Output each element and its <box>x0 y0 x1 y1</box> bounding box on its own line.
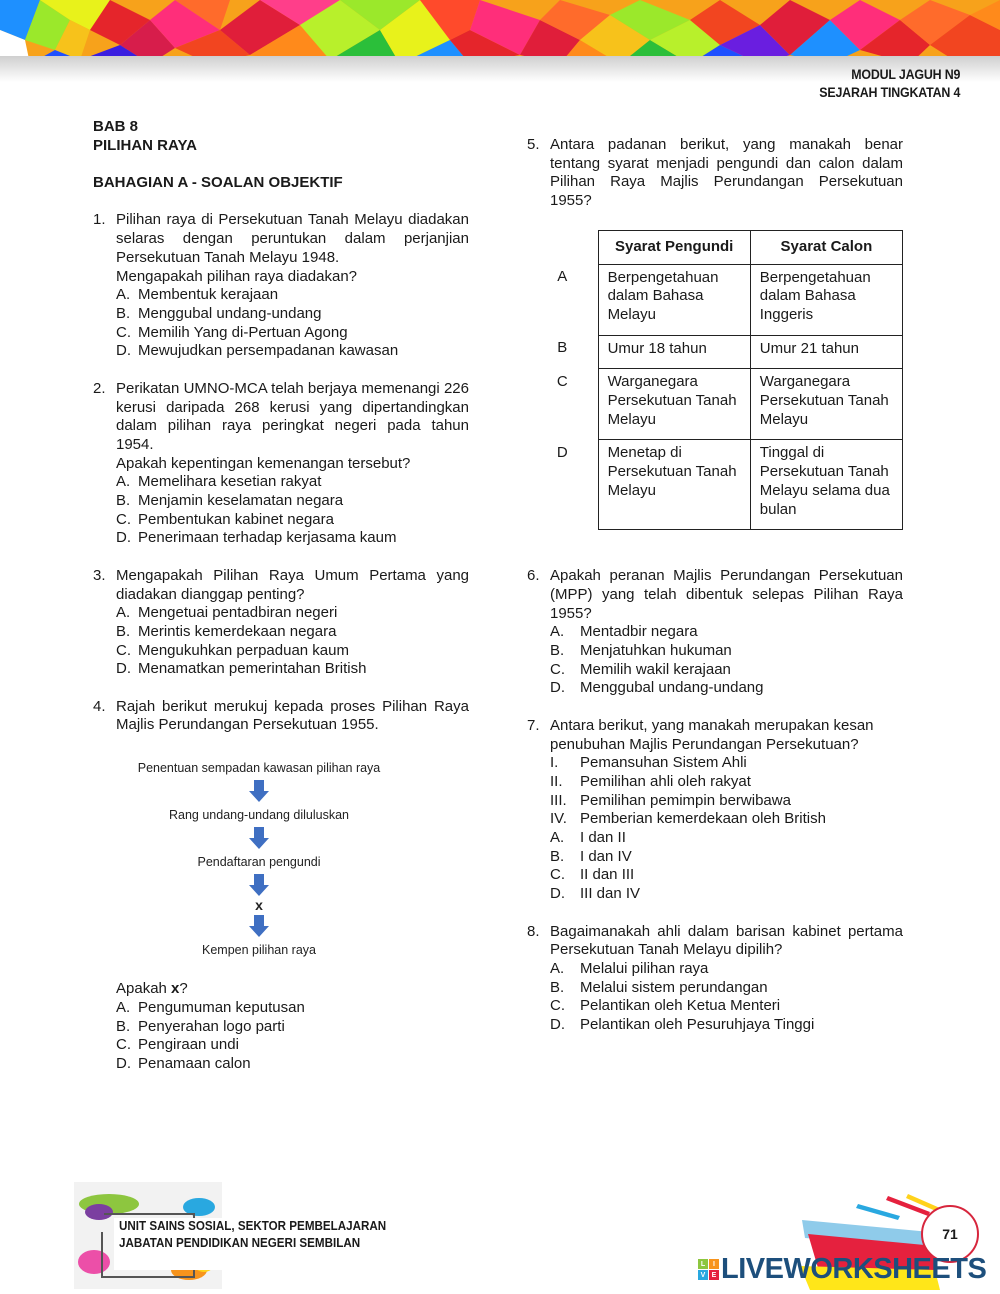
flow-step-4: Kempen pilihan raya <box>202 943 316 958</box>
option-a[interactable]: A. Melalui pilihan raya <box>550 959 709 977</box>
option-c[interactable]: C. Memilih wakil kerajaan <box>550 660 731 678</box>
decorative-banner <box>0 0 1000 64</box>
question-number: 5. <box>527 136 540 153</box>
question-stem: Bagaimanakah ahli dalam barisan kabinet pertama Persekutuan Tanah Melayu dipilih? <box>550 922 903 959</box>
table-row[interactable] <box>527 369 903 440</box>
question-stem: Perikatan UMNO-MCA telah berjaya memenangi 226 kerusi daripada 268 kerusi yang dipertandingkan dalam pilihan raya peringkat negeri pada tahun 1954. <box>116 379 469 453</box>
option-b[interactable]: B. I dan IV <box>550 847 632 865</box>
option-b[interactable]: B. Menjamin keselamatan negara <box>116 492 344 510</box>
unit-line-2: JABATAN PENDIDIKAN NEGERI SEMBILAN <box>119 1236 361 1250</box>
question-8 <box>527 923 903 1035</box>
polygon-banner-icon <box>0 0 1000 64</box>
option-b[interactable]: B. Merintis kemerdekaan negara <box>116 622 337 640</box>
question-number: 6. <box>527 567 540 585</box>
option-d[interactable]: D. Pelantikan oleh Pesuruhjaya Tinggi <box>550 1016 815 1034</box>
question-number: 3. <box>93 566 106 584</box>
option-c[interactable]: C. Pelantikan oleh Ketua Menteri <box>550 997 781 1015</box>
process-flow-diagram <box>94 761 424 958</box>
option-d[interactable]: D. Penerimaan terhadap kerjasama kaum <box>116 529 397 547</box>
table-header-row <box>527 230 903 264</box>
unit-line-1: UNIT SAINS SOSIAL, SEKTOR PEMBELAJARAN <box>119 1219 387 1233</box>
module-header <box>819 66 960 102</box>
option-c[interactable]: C. II dan III <box>550 866 635 884</box>
question-1 <box>93 211 469 361</box>
question-stem: Mengapakah Pilihan Raya Umum Pertama yang diadakan dianggap penting? <box>116 566 469 603</box>
column-header-pengundi: Syarat Pengundi <box>598 230 750 264</box>
arrow-down-icon <box>249 915 269 937</box>
cell-calon: Umur 21 tahun <box>750 335 902 369</box>
section-title: BAHAGIAN A - SOALAN OBJEKTIF <box>93 174 343 192</box>
option-b[interactable]: B. Menjatuhkan hukuman <box>550 642 732 660</box>
row-label: D <box>556 443 568 461</box>
option-d[interactable]: D. Menamatkan pemerintahan British <box>116 660 367 678</box>
arrow-down-icon <box>249 780 269 802</box>
question-number: 1. <box>93 211 106 229</box>
question-stem: Antara padanan berikut, yang manakah benar tentang syarat menjadi pengundi dan calon dalam Pilihan Raya Majlis Perundangan Persekutuan 1955? <box>550 136 903 210</box>
question-3 <box>93 567 469 679</box>
cell-pengundi: Berpengetahuan dalam Bahasa Melayu <box>598 264 750 335</box>
option-c[interactable]: C. Pengiraan undi <box>116 1036 239 1054</box>
option-d[interactable]: D. III dan IV <box>550 885 641 903</box>
option-b[interactable]: B. Penyerahan logo parti <box>116 1017 285 1035</box>
right-column <box>527 136 903 1035</box>
question-stem: Rajah berikut merukuj kepada proses Pilihan Raya Majlis Perundangan Persekutuan 1955. <box>116 697 469 734</box>
unit-name <box>119 1218 386 1252</box>
cell-calon: Warganegara Persekutuan Tanah Melayu <box>750 369 902 440</box>
statement-ii: II. Pemilihan ahli oleh rakyat <box>550 772 751 790</box>
cell-pengundi: Umur 18 tahun <box>598 335 750 369</box>
question-number: 8. <box>527 922 540 940</box>
option-a[interactable]: A. Mengetuai pentadbiran negeri <box>116 604 338 622</box>
question-prompt: Mengapakah pilihan raya diadakan? <box>116 267 358 285</box>
question-number: 4. <box>93 697 106 715</box>
flow-step-1: Penentuan sempadan kawasan pilihan raya <box>137 761 381 776</box>
question-stem: Antara berikut, yang manakah merupakan kesan penubuhan Majlis Perundangan Persekutuan? <box>550 716 874 753</box>
question-prompt: Apakah x? <box>116 980 188 998</box>
question-number: 2. <box>93 379 106 397</box>
option-c[interactable]: C. Mengukuhkan perpaduan kaum <box>116 641 349 659</box>
option-d[interactable]: D. Menggubal undang-undang <box>550 679 764 697</box>
question-prompt: Apakah kepentingan kemenangan tersebut? <box>116 454 411 472</box>
option-d[interactable]: D. Penamaan calon <box>116 1054 251 1072</box>
syarat-table <box>527 230 903 530</box>
arrow-down-icon <box>249 827 269 849</box>
column-header-calon: Syarat Calon <box>750 230 902 264</box>
live-icon: L I V E <box>698 1259 719 1280</box>
question-2 <box>93 380 469 548</box>
flow-step-3: Pendaftaran pengundi <box>197 855 321 870</box>
option-c[interactable]: C. Pembentukan kabinet negara <box>116 510 334 528</box>
statement-i: I. Pemansuhan Sistem Ahli <box>550 754 747 772</box>
option-c[interactable]: C. Memilih Yang di-Pertuan Agong <box>116 323 348 341</box>
question-stem: Pilihan raya di Persekutuan Tanah Melayu diadakan selaras dengan peruntukan dalam perjanjian Persekutuan Tanah Melayu 1948. <box>116 211 469 266</box>
cell-pengundi: Warganegara Persekutuan Tanah Melayu <box>598 369 750 440</box>
chapter-title: PILIHAN RAYA <box>93 136 197 154</box>
cell-pengundi: Menetap di Persekutuan Tanah Melayu <box>598 440 750 530</box>
row-label: C <box>556 372 568 390</box>
option-a[interactable]: A. I dan II <box>550 829 626 847</box>
module-title: MODUL JAGUH N9 <box>851 67 960 82</box>
page-number: 71 <box>921 1205 979 1263</box>
arrow-down-icon <box>249 874 269 896</box>
question-5 <box>527 136 903 530</box>
statement-iii: III. Pemilihan pemimpin berwibawa <box>550 791 791 809</box>
question-7 <box>527 717 903 904</box>
question-4 <box>93 698 469 1074</box>
flow-step-2: Rang undang-undang diluluskan <box>168 808 349 823</box>
question-6 <box>527 567 903 698</box>
option-a[interactable]: A. Mentadbir negara <box>550 623 698 641</box>
statement-iv: IV. Pemberian kemerdekaan oleh British <box>550 810 826 828</box>
table-row[interactable] <box>527 335 903 369</box>
cell-calon: Tinggal di Persekutuan Tanah Melayu selama dua bulan <box>750 440 902 530</box>
row-label: B <box>557 339 568 357</box>
chapter-number: BAB 8 <box>93 118 139 135</box>
liveworksheets-logo[interactable] <box>698 1253 986 1286</box>
flow-step-x: x <box>255 897 263 914</box>
option-b[interactable]: B. Melalui sistem perundangan <box>550 978 768 996</box>
left-column <box>93 118 469 1074</box>
table-row[interactable] <box>527 440 903 530</box>
option-a[interactable]: A. Pengumuman keputusan <box>116 998 305 1016</box>
question-stem: Apakah peranan Majlis Perundangan Persekutuan (MPP) yang telah dibentuk selepas Pilihan Raya 1955? <box>550 567 903 622</box>
option-a[interactable]: A. Membentuk kerajaan <box>116 286 279 304</box>
option-d[interactable]: D. Mewujudkan persempadanan kawasan <box>116 342 399 360</box>
brand-text: LIVEWORKSHEETS <box>721 1253 987 1285</box>
option-b[interactable]: B. Menggubal undang-undang <box>116 305 322 322</box>
option-a[interactable]: A. Memelihara kesetian rakyat <box>116 473 322 491</box>
cell-calon: Berpengetahuan dalam Bahasa Inggeris <box>750 264 902 335</box>
module-subtitle: SEJARAH TINGKATAN 4 <box>819 85 960 100</box>
row-label: A <box>557 268 568 286</box>
question-number: 7. <box>527 716 540 734</box>
table-row[interactable] <box>527 264 903 335</box>
